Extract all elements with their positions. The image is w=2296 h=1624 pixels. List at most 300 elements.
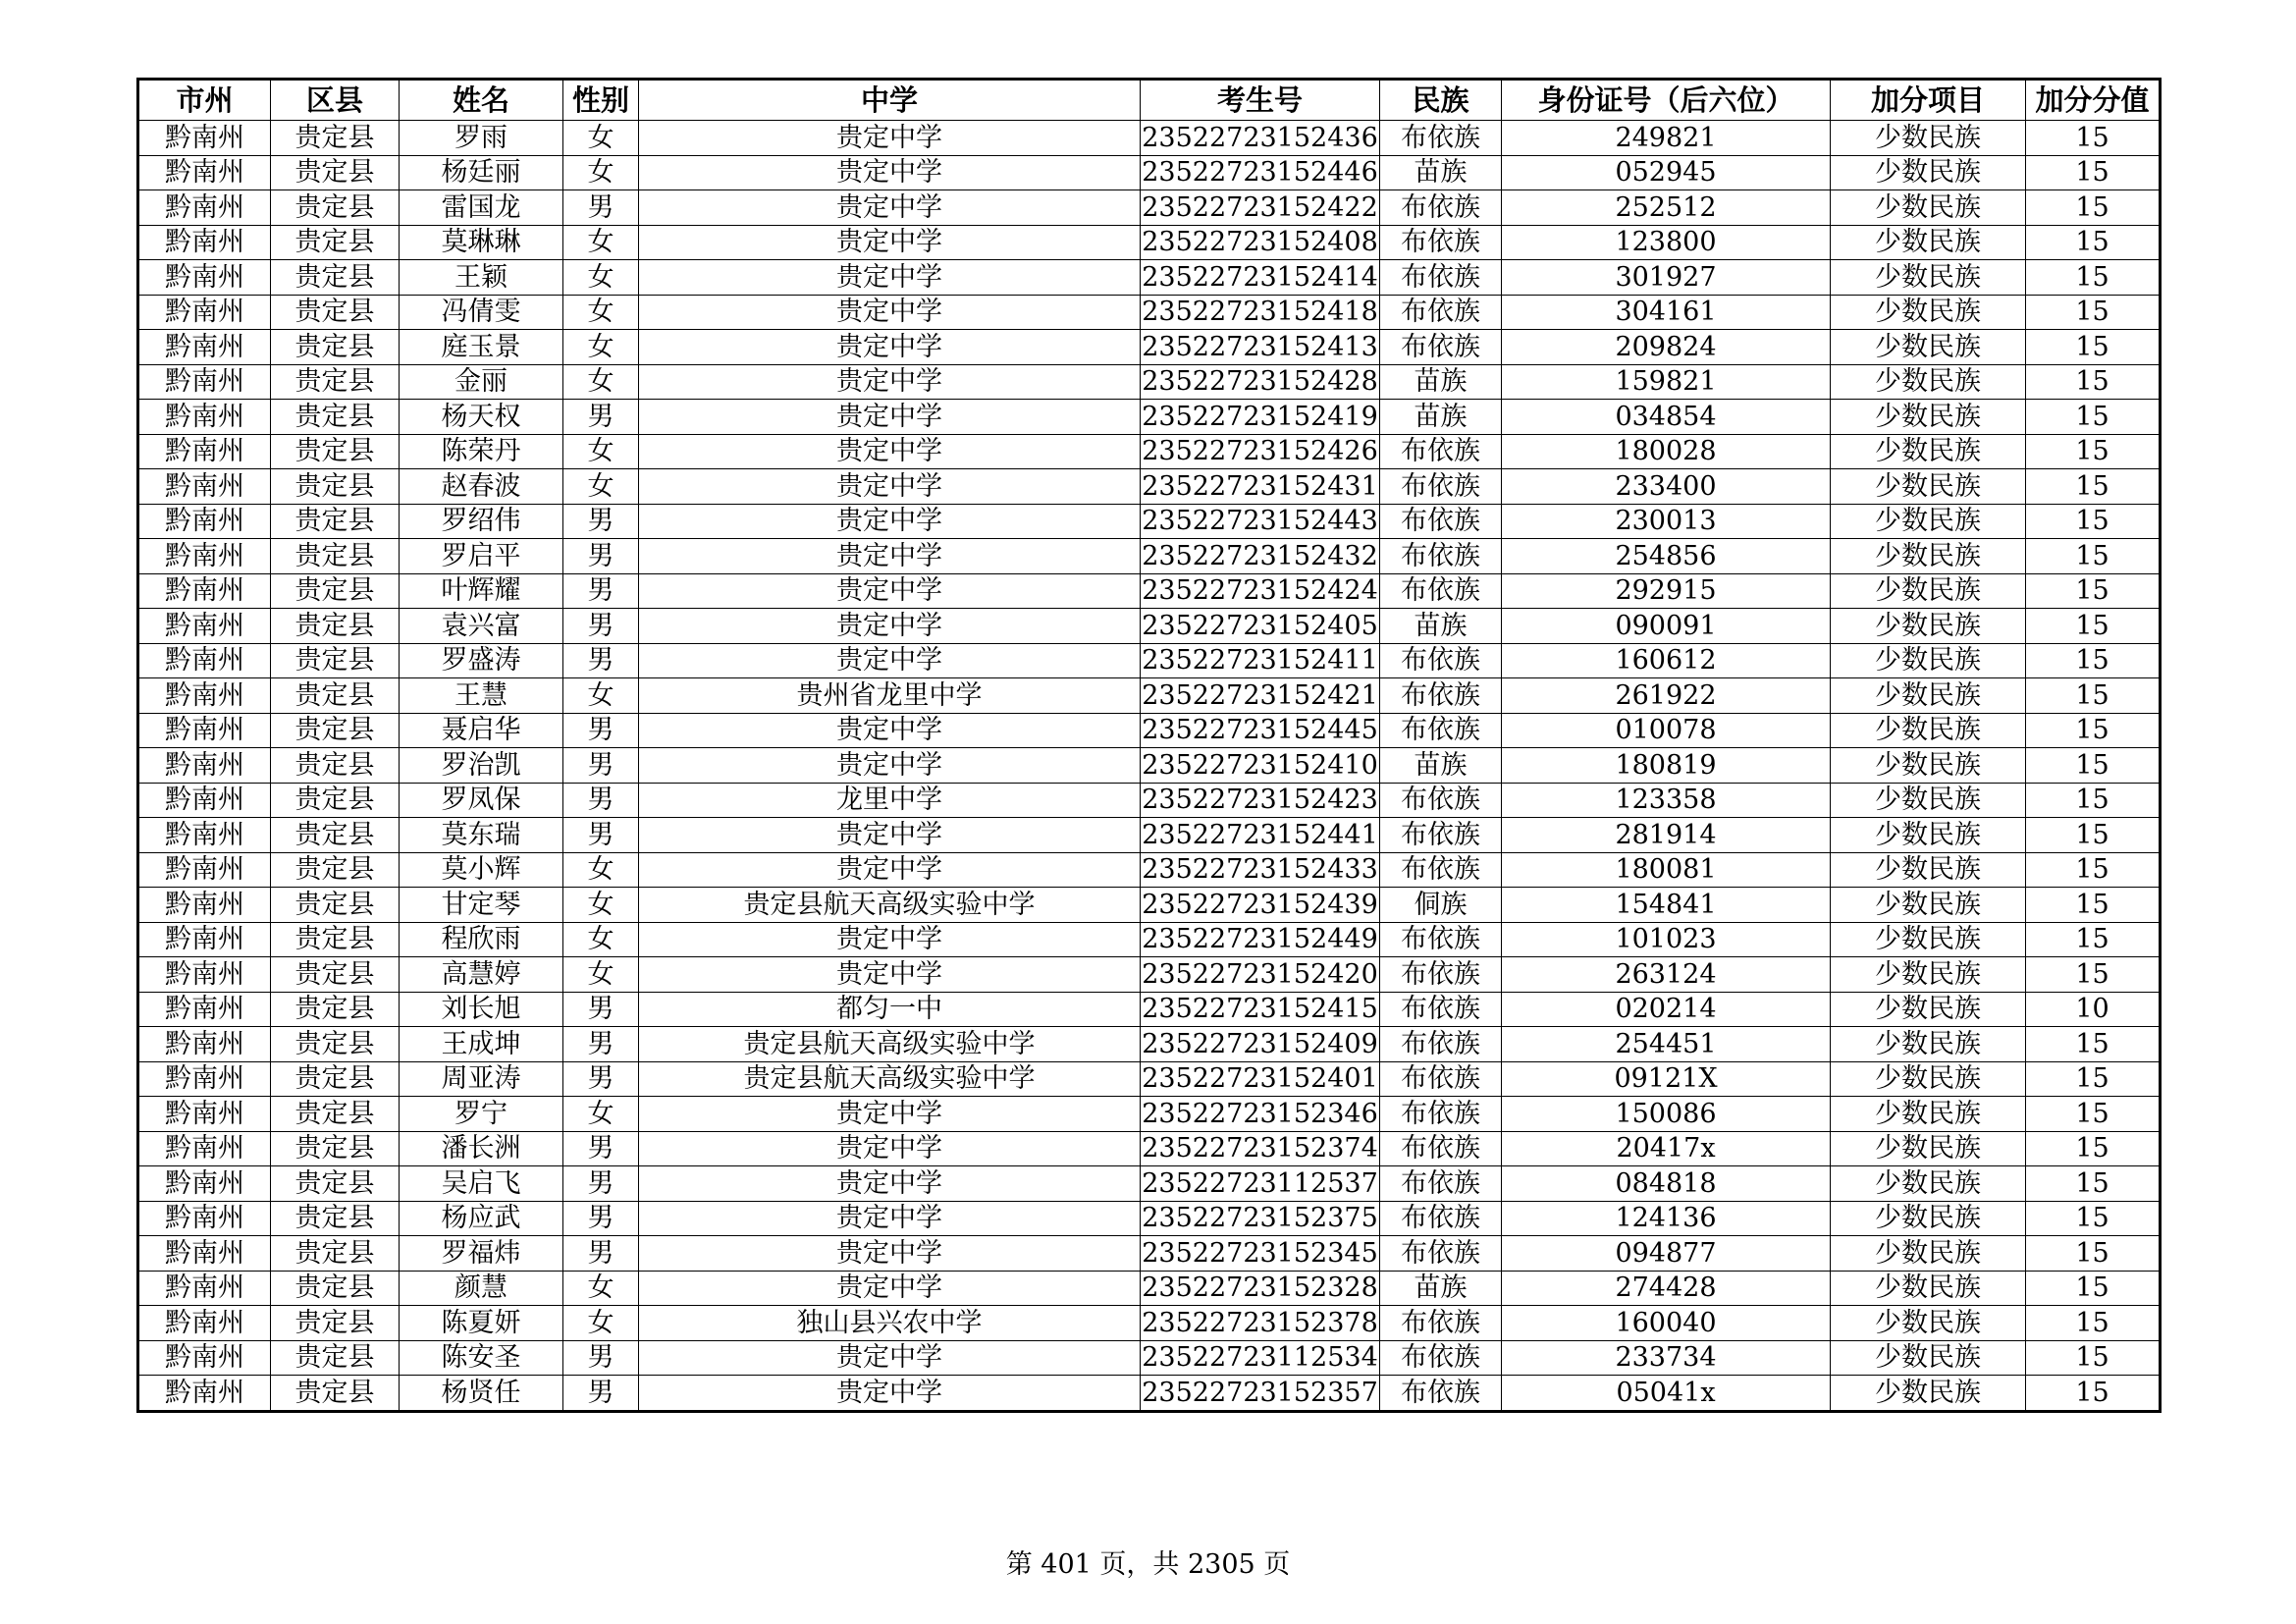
cell-name: 吴启飞 xyxy=(400,1166,563,1202)
cell-gender: 男 xyxy=(563,573,639,609)
cell-name: 刘长旭 xyxy=(400,992,563,1027)
cell-id-suffix: 094877 xyxy=(1502,1236,1831,1272)
cell-id-suffix: 09121X xyxy=(1502,1061,1831,1097)
cell-id-suffix: 249821 xyxy=(1502,121,1831,156)
cell-gender: 女 xyxy=(563,922,639,957)
cell-bonus-item: 少数民族 xyxy=(1831,1166,2026,1202)
cell-bonus-item: 少数民族 xyxy=(1831,609,2026,644)
cell-ethnicity: 布依族 xyxy=(1380,1340,1502,1376)
cell-county: 贵定县 xyxy=(271,469,400,505)
table-row xyxy=(138,992,2161,1027)
cell-city: 黔南州 xyxy=(138,539,271,574)
cell-bonus-points: 15 xyxy=(2026,609,2161,644)
cell-bonus-item: 少数民族 xyxy=(1831,121,2026,156)
cell-ethnicity: 布依族 xyxy=(1380,957,1502,993)
cell-exam-number: 23522723152409 xyxy=(1141,1027,1380,1062)
cell-bonus-item: 少数民族 xyxy=(1831,469,2026,505)
cell-ethnicity: 布依族 xyxy=(1380,852,1502,888)
cell-bonus-item: 少数民族 xyxy=(1831,1097,2026,1132)
cell-name: 冯倩雯 xyxy=(400,295,563,330)
cell-county: 贵定县 xyxy=(271,643,400,678)
cell-gender: 男 xyxy=(563,504,639,539)
cell-bonus-points: 15 xyxy=(2026,330,2161,365)
cell-county: 贵定县 xyxy=(271,922,400,957)
cell-bonus-points: 15 xyxy=(2026,1131,2161,1166)
table-row xyxy=(138,504,2161,539)
cell-id-suffix: 301927 xyxy=(1502,260,1831,296)
cell-id-suffix: 254451 xyxy=(1502,1027,1831,1062)
cell-id-suffix: 150086 xyxy=(1502,1097,1831,1132)
cell-exam-number: 23522723152446 xyxy=(1141,155,1380,190)
cell-city: 黔南州 xyxy=(138,1340,271,1376)
cell-city: 黔南州 xyxy=(138,957,271,993)
table-body xyxy=(138,121,2161,1412)
cell-ethnicity: 苗族 xyxy=(1380,364,1502,400)
cell-city: 黔南州 xyxy=(138,748,271,784)
cell-ethnicity: 布依族 xyxy=(1380,539,1502,574)
cell-id-suffix: 123358 xyxy=(1502,783,1831,818)
cell-ethnicity: 布依族 xyxy=(1380,1131,1502,1166)
cell-bonus-points: 15 xyxy=(2026,1376,2161,1412)
cell-id-suffix: 281914 xyxy=(1502,818,1831,853)
cell-bonus-points: 15 xyxy=(2026,260,2161,296)
cell-gender: 男 xyxy=(563,992,639,1027)
cell-exam-number: 23522723112537 xyxy=(1141,1166,1380,1202)
cell-city: 黔南州 xyxy=(138,295,271,330)
cell-school: 贵定中学 xyxy=(639,643,1141,678)
table-row xyxy=(138,1236,2161,1272)
cell-city: 黔南州 xyxy=(138,888,271,923)
cell-gender: 男 xyxy=(563,1236,639,1272)
cell-ethnicity: 布依族 xyxy=(1380,713,1502,748)
cell-bonus-points: 15 xyxy=(2026,1027,2161,1062)
cell-id-suffix: 084818 xyxy=(1502,1166,1831,1202)
cell-name: 莫琳琳 xyxy=(400,225,563,260)
cell-exam-number: 23522723152328 xyxy=(1141,1271,1380,1306)
table-header-row xyxy=(138,80,2161,121)
cell-school: 贵定中学 xyxy=(639,1166,1141,1202)
cell-gender: 女 xyxy=(563,1097,639,1132)
cell-city: 黔南州 xyxy=(138,1166,271,1202)
cell-bonus-item: 少数民族 xyxy=(1831,783,2026,818)
cell-name: 程欣雨 xyxy=(400,922,563,957)
cell-ethnicity: 布依族 xyxy=(1380,1306,1502,1341)
cell-bonus-item: 少数民族 xyxy=(1831,818,2026,853)
cell-exam-number: 23522723152445 xyxy=(1141,713,1380,748)
cell-exam-number: 23522723152405 xyxy=(1141,609,1380,644)
cell-city: 黔南州 xyxy=(138,1027,271,1062)
cell-name: 罗盛涛 xyxy=(400,643,563,678)
cell-exam-number: 23522723152401 xyxy=(1141,1061,1380,1097)
cell-id-suffix: 261922 xyxy=(1502,678,1831,714)
cell-ethnicity: 布依族 xyxy=(1380,121,1502,156)
cell-exam-number: 23522723152439 xyxy=(1141,888,1380,923)
cell-bonus-item: 少数民族 xyxy=(1831,957,2026,993)
table-row xyxy=(138,295,2161,330)
cell-gender: 女 xyxy=(563,1306,639,1341)
cell-bonus-points: 15 xyxy=(2026,1340,2161,1376)
cell-bonus-item: 少数民族 xyxy=(1831,678,2026,714)
cell-bonus-points: 15 xyxy=(2026,1201,2161,1236)
cell-id-suffix: 154841 xyxy=(1502,888,1831,923)
cell-ethnicity: 布依族 xyxy=(1380,1201,1502,1236)
cell-gender: 男 xyxy=(563,1166,639,1202)
cell-city: 黔南州 xyxy=(138,922,271,957)
cell-bonus-item: 少数民族 xyxy=(1831,504,2026,539)
cell-ethnicity: 布依族 xyxy=(1380,295,1502,330)
cell-county: 贵定县 xyxy=(271,852,400,888)
cell-name: 陈荣丹 xyxy=(400,434,563,469)
cell-ethnicity: 布依族 xyxy=(1380,260,1502,296)
cell-name: 陈夏妍 xyxy=(400,1306,563,1341)
table-row xyxy=(138,155,2161,190)
cell-gender: 男 xyxy=(563,748,639,784)
cell-bonus-item: 少数民族 xyxy=(1831,1201,2026,1236)
cell-id-suffix: 20417x xyxy=(1502,1131,1831,1166)
column-header-bonus-points: 加分分值 xyxy=(2026,80,2161,121)
cell-id-suffix: 304161 xyxy=(1502,295,1831,330)
table-row xyxy=(138,922,2161,957)
cell-ethnicity: 布依族 xyxy=(1380,783,1502,818)
cell-exam-number: 23522723152413 xyxy=(1141,330,1380,365)
column-header-bonus-item: 加分项目 xyxy=(1831,80,2026,121)
cell-bonus-item: 少数民族 xyxy=(1831,295,2026,330)
cell-city: 黔南州 xyxy=(138,609,271,644)
cell-school: 贵定中学 xyxy=(639,957,1141,993)
cell-id-suffix: 034854 xyxy=(1502,400,1831,435)
cell-bonus-item: 少数民族 xyxy=(1831,1061,2026,1097)
cell-bonus-item: 少数民族 xyxy=(1831,1306,2026,1341)
table-row xyxy=(138,225,2161,260)
cell-city: 黔南州 xyxy=(138,852,271,888)
cell-city: 黔南州 xyxy=(138,121,271,156)
cell-bonus-item: 少数民族 xyxy=(1831,643,2026,678)
cell-county: 贵定县 xyxy=(271,957,400,993)
cell-county: 贵定县 xyxy=(271,1027,400,1062)
cell-id-suffix: 263124 xyxy=(1502,957,1831,993)
cell-school: 贵定中学 xyxy=(639,609,1141,644)
cell-county: 贵定县 xyxy=(271,1376,400,1412)
cell-gender: 女 xyxy=(563,330,639,365)
cell-school: 贵定中学 xyxy=(639,364,1141,400)
cell-bonus-item: 少数民族 xyxy=(1831,922,2026,957)
cell-exam-number: 23522723152424 xyxy=(1141,573,1380,609)
table-row xyxy=(138,957,2161,993)
cell-exam-number: 23522723152378 xyxy=(1141,1306,1380,1341)
cell-bonus-points: 15 xyxy=(2026,922,2161,957)
column-header-gender: 性别 xyxy=(563,80,639,121)
cell-gender: 男 xyxy=(563,190,639,226)
table-row xyxy=(138,573,2161,609)
cell-gender: 女 xyxy=(563,434,639,469)
cell-bonus-points: 15 xyxy=(2026,155,2161,190)
cell-ethnicity: 布依族 xyxy=(1380,992,1502,1027)
table-row xyxy=(138,1201,2161,1236)
cell-city: 黔南州 xyxy=(138,364,271,400)
table-row xyxy=(138,469,2161,505)
cell-name: 陈安圣 xyxy=(400,1340,563,1376)
cell-bonus-points: 15 xyxy=(2026,469,2161,505)
cell-gender: 女 xyxy=(563,155,639,190)
cell-exam-number: 23522723152422 xyxy=(1141,190,1380,226)
cell-ethnicity: 布依族 xyxy=(1380,504,1502,539)
cell-school: 贵定中学 xyxy=(639,748,1141,784)
cell-id-suffix: 052945 xyxy=(1502,155,1831,190)
cell-school: 贵定中学 xyxy=(639,1340,1141,1376)
cell-gender: 男 xyxy=(563,1201,639,1236)
cell-ethnicity: 布依族 xyxy=(1380,1376,1502,1412)
cell-id-suffix: 160040 xyxy=(1502,1306,1831,1341)
cell-city: 黔南州 xyxy=(138,1097,271,1132)
cell-gender: 女 xyxy=(563,364,639,400)
cell-ethnicity: 布依族 xyxy=(1380,330,1502,365)
cell-name: 杨贤任 xyxy=(400,1376,563,1412)
cell-bonus-points: 15 xyxy=(2026,1061,2161,1097)
cell-bonus-item: 少数民族 xyxy=(1831,992,2026,1027)
cell-ethnicity: 布依族 xyxy=(1380,190,1502,226)
cell-bonus-item: 少数民族 xyxy=(1831,1271,2026,1306)
cell-exam-number: 23522723152346 xyxy=(1141,1097,1380,1132)
cell-county: 贵定县 xyxy=(271,330,400,365)
cell-city: 黔南州 xyxy=(138,783,271,818)
cell-id-suffix: 233400 xyxy=(1502,469,1831,505)
cell-school: 贵定中学 xyxy=(639,1131,1141,1166)
cell-county: 贵定县 xyxy=(271,1131,400,1166)
cell-bonus-points: 15 xyxy=(2026,573,2161,609)
cell-school: 贵定中学 xyxy=(639,1097,1141,1132)
cell-id-suffix: 010078 xyxy=(1502,713,1831,748)
cell-name: 叶辉耀 xyxy=(400,573,563,609)
cell-city: 黔南州 xyxy=(138,190,271,226)
cell-city: 黔南州 xyxy=(138,1061,271,1097)
cell-city: 黔南州 xyxy=(138,1306,271,1341)
table-row xyxy=(138,1340,2161,1376)
cell-school: 贵定中学 xyxy=(639,1201,1141,1236)
cell-id-suffix: 020214 xyxy=(1502,992,1831,1027)
cell-bonus-points: 15 xyxy=(2026,783,2161,818)
cell-county: 贵定县 xyxy=(271,573,400,609)
cell-city: 黔南州 xyxy=(138,643,271,678)
cell-ethnicity: 布依族 xyxy=(1380,818,1502,853)
cell-name: 罗治凯 xyxy=(400,748,563,784)
cell-bonus-points: 15 xyxy=(2026,1236,2161,1272)
cell-bonus-item: 少数民族 xyxy=(1831,400,2026,435)
cell-name: 甘定琴 xyxy=(400,888,563,923)
cell-city: 黔南州 xyxy=(138,1201,271,1236)
cell-gender: 男 xyxy=(563,1376,639,1412)
cell-city: 黔南州 xyxy=(138,225,271,260)
cell-ethnicity: 布依族 xyxy=(1380,469,1502,505)
cell-city: 黔南州 xyxy=(138,330,271,365)
cell-name: 杨廷丽 xyxy=(400,155,563,190)
cell-exam-number: 23522723152421 xyxy=(1141,678,1380,714)
cell-name: 赵春波 xyxy=(400,469,563,505)
cell-gender: 男 xyxy=(563,643,639,678)
cell-gender: 男 xyxy=(563,1027,639,1062)
cell-city: 黔南州 xyxy=(138,400,271,435)
table-row xyxy=(138,713,2161,748)
cell-ethnicity: 苗族 xyxy=(1380,609,1502,644)
cell-bonus-item: 少数民族 xyxy=(1831,1131,2026,1166)
cell-gender: 女 xyxy=(563,1271,639,1306)
cell-ethnicity: 苗族 xyxy=(1380,748,1502,784)
cell-name: 王慧 xyxy=(400,678,563,714)
cell-exam-number: 23522723152432 xyxy=(1141,539,1380,574)
cell-city: 黔南州 xyxy=(138,573,271,609)
cell-ethnicity: 布依族 xyxy=(1380,1061,1502,1097)
column-header-id-suffix: 身份证号（后六位） xyxy=(1502,80,1831,121)
cell-id-suffix: 160612 xyxy=(1502,643,1831,678)
cell-id-suffix: 05041x xyxy=(1502,1376,1831,1412)
cell-county: 贵定县 xyxy=(271,1166,400,1202)
cell-school: 贵定中学 xyxy=(639,434,1141,469)
cell-exam-number: 23522723112534 xyxy=(1141,1340,1380,1376)
cell-gender: 男 xyxy=(563,818,639,853)
cell-county: 贵定县 xyxy=(271,434,400,469)
cell-bonus-points: 15 xyxy=(2026,504,2161,539)
cell-school: 贵定中学 xyxy=(639,922,1141,957)
cell-name: 杨天权 xyxy=(400,400,563,435)
cell-ethnicity: 布依族 xyxy=(1380,922,1502,957)
cell-bonus-item: 少数民族 xyxy=(1831,852,2026,888)
cell-bonus-points: 15 xyxy=(2026,1306,2161,1341)
cell-bonus-points: 15 xyxy=(2026,295,2161,330)
cell-gender: 女 xyxy=(563,852,639,888)
cell-bonus-item: 少数民族 xyxy=(1831,1376,2026,1412)
cell-bonus-points: 15 xyxy=(2026,1271,2161,1306)
cell-county: 贵定县 xyxy=(271,400,400,435)
cell-ethnicity: 布依族 xyxy=(1380,1027,1502,1062)
cell-bonus-points: 15 xyxy=(2026,225,2161,260)
cell-school: 独山县兴农中学 xyxy=(639,1306,1141,1341)
cell-county: 贵定县 xyxy=(271,1097,400,1132)
cell-id-suffix: 254856 xyxy=(1502,539,1831,574)
cell-county: 贵定县 xyxy=(271,818,400,853)
cell-name: 王颖 xyxy=(400,260,563,296)
cell-county: 贵定县 xyxy=(271,1340,400,1376)
cell-exam-number: 23522723152415 xyxy=(1141,992,1380,1027)
cell-bonus-item: 少数民族 xyxy=(1831,1236,2026,1272)
cell-gender: 女 xyxy=(563,957,639,993)
cell-school: 贵定中学 xyxy=(639,469,1141,505)
cell-exam-number: 23522723152420 xyxy=(1141,957,1380,993)
cell-city: 黔南州 xyxy=(138,992,271,1027)
cell-id-suffix: 180819 xyxy=(1502,748,1831,784)
cell-gender: 男 xyxy=(563,400,639,435)
cell-ethnicity: 布依族 xyxy=(1380,225,1502,260)
cell-name: 莫小辉 xyxy=(400,852,563,888)
cell-id-suffix: 090091 xyxy=(1502,609,1831,644)
cell-id-suffix: 230013 xyxy=(1502,504,1831,539)
cell-exam-number: 23522723152418 xyxy=(1141,295,1380,330)
cell-city: 黔南州 xyxy=(138,1236,271,1272)
cell-school: 贵定中学 xyxy=(639,713,1141,748)
cell-city: 黔南州 xyxy=(138,1271,271,1306)
cell-exam-number: 23522723152443 xyxy=(1141,504,1380,539)
cell-name: 罗雨 xyxy=(400,121,563,156)
table-row xyxy=(138,539,2161,574)
table-row xyxy=(138,1376,2161,1412)
cell-ethnicity: 布依族 xyxy=(1380,1236,1502,1272)
cell-county: 贵定县 xyxy=(271,1306,400,1341)
cell-school: 贵定中学 xyxy=(639,504,1141,539)
cell-exam-number: 23522723152419 xyxy=(1141,400,1380,435)
cell-ethnicity: 布依族 xyxy=(1380,573,1502,609)
cell-city: 黔南州 xyxy=(138,155,271,190)
cell-county: 贵定县 xyxy=(271,260,400,296)
cell-bonus-item: 少数民族 xyxy=(1831,748,2026,784)
cell-name: 聂启华 xyxy=(400,713,563,748)
column-header-school: 中学 xyxy=(639,80,1141,121)
cell-bonus-points: 10 xyxy=(2026,992,2161,1027)
cell-ethnicity: 布依族 xyxy=(1380,434,1502,469)
bonus-points-table xyxy=(136,78,2162,1413)
cell-exam-number: 23522723152345 xyxy=(1141,1236,1380,1272)
cell-bonus-points: 15 xyxy=(2026,713,2161,748)
table-row xyxy=(138,852,2161,888)
cell-name: 高慧婷 xyxy=(400,957,563,993)
cell-name: 罗凤保 xyxy=(400,783,563,818)
cell-school: 贵定中学 xyxy=(639,330,1141,365)
cell-exam-number: 23522723152410 xyxy=(1141,748,1380,784)
cell-county: 贵定县 xyxy=(271,609,400,644)
cell-school: 龙里中学 xyxy=(639,783,1141,818)
cell-county: 贵定县 xyxy=(271,121,400,156)
cell-ethnicity: 布依族 xyxy=(1380,678,1502,714)
cell-bonus-item: 少数民族 xyxy=(1831,713,2026,748)
cell-school: 贵定中学 xyxy=(639,1271,1141,1306)
cell-exam-number: 23522723152375 xyxy=(1141,1201,1380,1236)
cell-bonus-item: 少数民族 xyxy=(1831,539,2026,574)
cell-id-suffix: 180081 xyxy=(1502,852,1831,888)
cell-ethnicity: 苗族 xyxy=(1380,1271,1502,1306)
cell-id-suffix: 252512 xyxy=(1502,190,1831,226)
cell-gender: 女 xyxy=(563,295,639,330)
cell-county: 贵定县 xyxy=(271,225,400,260)
cell-bonus-item: 少数民族 xyxy=(1831,330,2026,365)
cell-bonus-points: 15 xyxy=(2026,121,2161,156)
cell-exam-number: 23522723152408 xyxy=(1141,225,1380,260)
cell-bonus-points: 15 xyxy=(2026,852,2161,888)
cell-name: 杨应武 xyxy=(400,1201,563,1236)
cell-county: 贵定县 xyxy=(271,504,400,539)
cell-id-suffix: 159821 xyxy=(1502,364,1831,400)
cell-bonus-item: 少数民族 xyxy=(1831,364,2026,400)
cell-school: 贵定中学 xyxy=(639,121,1141,156)
cell-gender: 女 xyxy=(563,469,639,505)
cell-city: 黔南州 xyxy=(138,260,271,296)
cell-bonus-item: 少数民族 xyxy=(1831,225,2026,260)
cell-bonus-item: 少数民族 xyxy=(1831,434,2026,469)
cell-exam-number: 23522723152426 xyxy=(1141,434,1380,469)
cell-county: 贵定县 xyxy=(271,748,400,784)
cell-county: 贵定县 xyxy=(271,678,400,714)
table-row xyxy=(138,121,2161,156)
cell-bonus-item: 少数民族 xyxy=(1831,573,2026,609)
table-row xyxy=(138,364,2161,400)
cell-exam-number: 23522723152441 xyxy=(1141,818,1380,853)
cell-id-suffix: 101023 xyxy=(1502,922,1831,957)
cell-county: 贵定县 xyxy=(271,1061,400,1097)
cell-gender: 男 xyxy=(563,783,639,818)
cell-school: 贵定中学 xyxy=(639,852,1141,888)
cell-bonus-points: 15 xyxy=(2026,748,2161,784)
cell-gender: 女 xyxy=(563,678,639,714)
cell-exam-number: 23522723152449 xyxy=(1141,922,1380,957)
cell-school: 贵定中学 xyxy=(639,1376,1141,1412)
cell-city: 黔南州 xyxy=(138,678,271,714)
cell-county: 贵定县 xyxy=(271,783,400,818)
